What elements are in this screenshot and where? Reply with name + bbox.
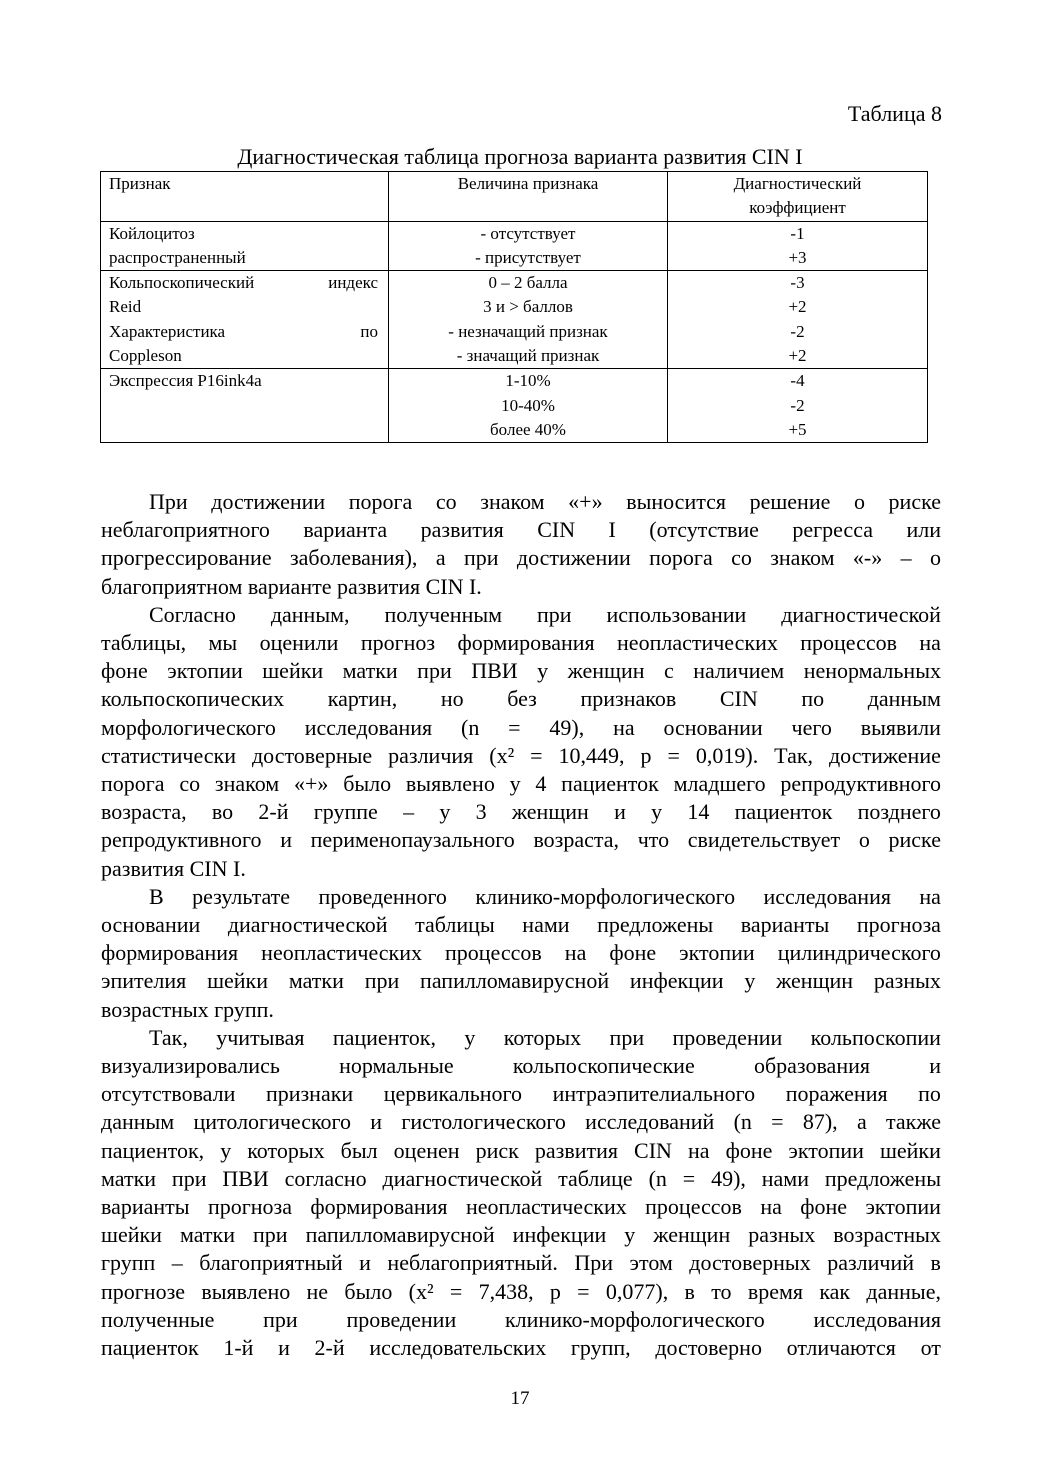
text-line: данным цитологического и гистологического исследований (n = 87), а также [101,1109,941,1135]
text-line: пациенток, у которых был оценен риск развития CIN на фоне эктопии шейки [101,1137,941,1163]
page-number: 17 [510,1388,530,1409]
text-line: визуализировались нормальные кольпоскопические образования и [101,1053,941,1079]
text-line: Согласно данным, полученным при использовании диагностической [149,601,941,627]
text-line: основании диагностической таблицы нами предложены варианты прогноза [101,912,941,938]
text-line: статистически достоверные различия (x² = 10,449, p = 0,019). Так, достижение [101,742,941,768]
coefficient-cell: -3 +2 -2 +2 [668,271,928,369]
feature-line: Кольпоскопический индекс [109,273,378,293]
text-line: матки при ПВИ согласно диагностической таблице (n = 49), нами предложены [101,1165,941,1191]
text-line: морфологического исследования (n = 49), на основании чего выявили [101,714,941,740]
text-line: отсутствовали признаки цервикального интраэпителиального поражения по [101,1081,941,1107]
text-line: пациенток 1-й и 2-й исследовательских групп, достоверно отличаются от [101,1335,941,1361]
text-line: кольпоскопических картин, но без признаков CIN по данным [101,686,941,712]
text-line: формирования неопластических процессов на фоне эктопии цилиндрического [101,940,941,966]
table-header-row [101,172,928,222]
value-cell: 1-10% 10-40% более 40% [389,369,668,443]
text-line: эпителия шейки матки при папилломавирусной инфекции у женщин разных [101,968,941,994]
text-line: шейки матки при папилломавирусной инфекции у женщин разных возрастных [101,1222,941,1248]
text-line: групп – благоприятный и неблагоприятный. При этом достоверных различий в [101,1250,941,1276]
text-line: прогнозе выявлено не было (x² = 7,438, p = 0,077), в то время как данные, [101,1278,941,1304]
diagnostic-table [100,171,928,443]
header-value: Величина признака [389,172,668,222]
feature-line: Характеристика по [109,321,378,341]
text-line: При достижении порога со знаком «+» выносится решение о риске [149,489,941,514]
header-coefficient: Диагностический коэффициент [668,172,928,222]
table-number: Таблица 8 [847,101,942,126]
text-line: варианты прогноза формирования неопластических процессов на фоне эктопии [101,1194,941,1220]
feature-cell: Кольпоскопический индекс Reid Характеристика по Coppleson [101,271,389,369]
paragraph [101,601,941,883]
table-row [101,221,928,271]
text-line: В результате проведенного клинико-морфологического исследования на [149,883,941,909]
text-line: Так, учитывая пациенток, у которых при проведении кольпоскопии [149,1024,941,1050]
paragraph [101,1024,941,1362]
text-line: репродуктивного и перименопаузального возраста, что свидетельствует о риске [101,827,941,853]
table-row [101,369,928,443]
paragraph [101,883,941,1024]
text-line: развития CIN I. [101,855,246,881]
feature-cell: Экспрессия P16ink4a [101,369,389,443]
text-line: порога со знаком «+» было выявлено у 4 пациенток младшего репродуктивного [101,771,941,797]
coefficient-cell: -1 +3 [668,221,928,271]
feature-cell: Койлоцитоз распространенный [101,221,389,271]
text-line: возраста, во 2-й группе – у 3 женщин и у 14 пациенток позднего [101,799,941,825]
text-line: фоне эктопии шейки матки при ПВИ у женщин с наличием ненормальных [101,658,941,684]
table-row [101,271,928,369]
paragraph [101,488,941,601]
text-line: прогрессирование заболевания), а при достижении порога со знаком «-» – о [101,545,941,571]
body-text [101,488,941,1362]
header-feature: Признак [101,172,389,222]
coefficient-cell: -4 -2 +5 [668,369,928,443]
text-line: неблагоприятного варианта развития CIN I (отсутствие регресса или [101,517,941,543]
table-title: Диагностическая таблица прогноза варианта развития CIN I [237,144,803,169]
value-cell: - отсутствует - присутствует [389,221,668,271]
text-line: возрастных групп. [101,996,274,1022]
text-line: таблицы, мы оценили прогноз формирования неопластических процессов на [101,630,941,656]
value-cell: 0 – 2 балла 3 и > баллов - незначащий признак - значащий признак [389,271,668,369]
text-line: полученные при проведении клинико-морфологического исследования [101,1306,941,1332]
text-line: благоприятном варианте развития CIN I. [101,573,482,599]
